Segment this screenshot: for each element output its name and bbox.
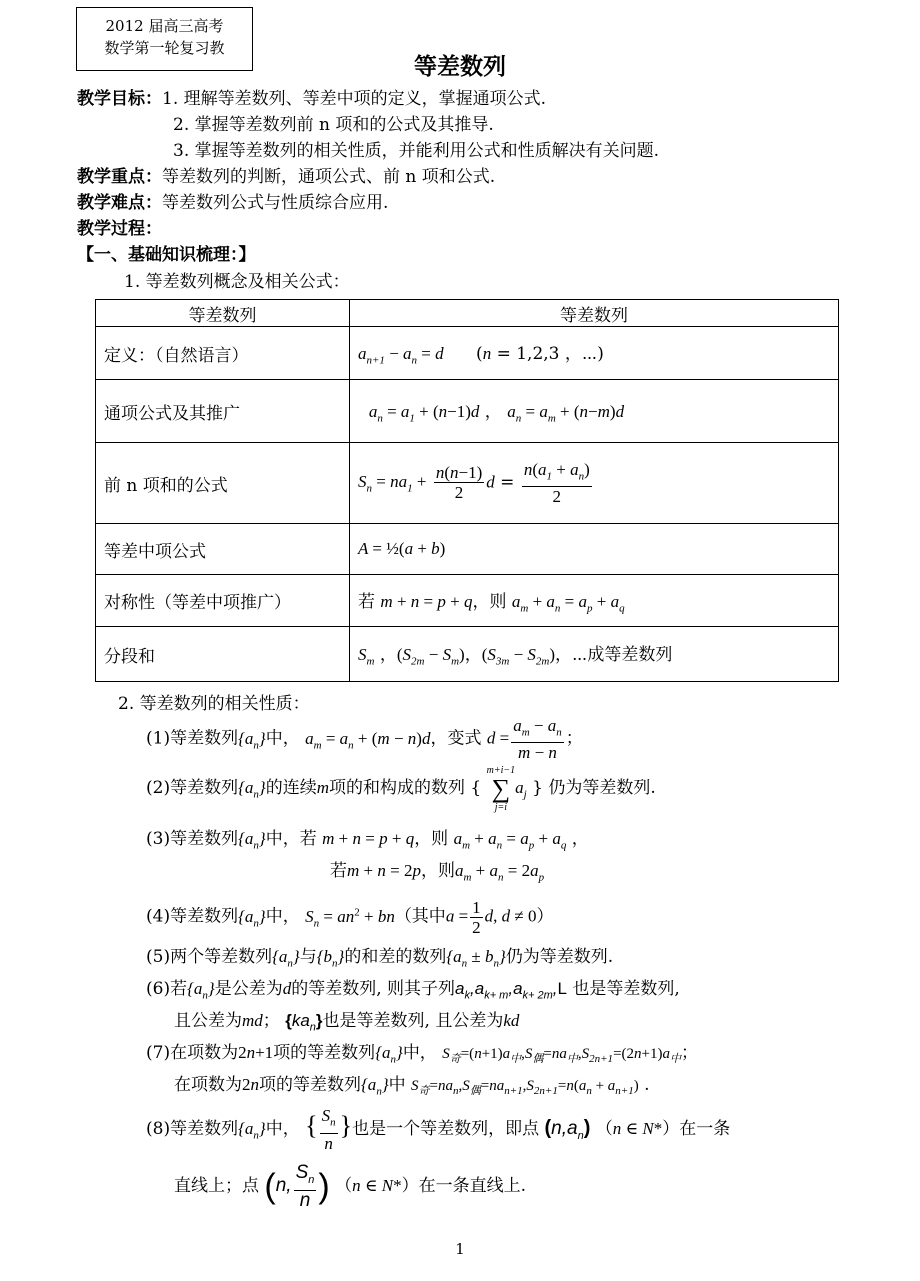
property-text: 项的等差数列 bbox=[259, 1075, 361, 1095]
property-2: (2)等差数列$\{a_n\}$的连续m项的和构成的数列 { m+i−1 ∑ j=i $a_j$ } 仍为等差数列. bbox=[146, 764, 656, 813]
difficulty-text: 等差数列公式与性质综合应用. bbox=[162, 193, 389, 213]
property-6: (6)若$\{a_n\}$是公差为d的等差数列, 则其子列$a_k,a_{k+ m},a_{k+ 2m},L$ 也是等差数列, bbox=[146, 979, 680, 1002]
property-number: (4) bbox=[146, 906, 171, 927]
property-text: 中， bbox=[402, 1043, 437, 1063]
formula-middle-term: A = ½(a + b) bbox=[350, 524, 839, 575]
row-label: 定义：（自然语言） bbox=[96, 327, 350, 380]
property-text: 且公差为 bbox=[174, 1011, 242, 1031]
sub-odd: 奇 bbox=[449, 1053, 461, 1065]
page-number: 1 bbox=[455, 1240, 465, 1258]
property-text: 在项数为 bbox=[170, 1043, 239, 1063]
table-header-row bbox=[96, 300, 839, 327]
formula-general-term: $a_n = a_1 + (n-1)d$ ， $a_n = a_m + (n-m)d$ bbox=[350, 380, 839, 443]
property-text: 等差数列 bbox=[170, 906, 239, 927]
property-8: (8)等差数列$\{a_n\}$中， { $\frac{S_n}{n}$ }也是一个等差数列，即点 $(n,a_n)$ （n ∈ N*）在一条 bbox=[146, 1106, 731, 1153]
property-number: (8) bbox=[146, 1119, 171, 1139]
header-line-1: 2012 届高三高考 bbox=[105, 17, 224, 35]
property-text: 在项数为 bbox=[174, 1075, 242, 1095]
property-text: 等差数列 bbox=[170, 829, 239, 849]
property-text: 在一条直线上. bbox=[418, 1176, 526, 1196]
property-3: (3)等差数列$\{a_n\}$中，若 m + n = p + q，则 $a_m + a_n = a_p + a_q$ ， bbox=[146, 829, 589, 852]
property-4: (4)等差数列$\{a_n\}$中， $S_n = an^2 + bn$（其中a = $\frac{1}{2}$ d, d ≠ 0） bbox=[146, 897, 554, 937]
property-text: 直线上；点 bbox=[174, 1176, 259, 1196]
formula-table bbox=[95, 299, 839, 682]
property-3-line-2: 若m + n = 2p，则$a_m + a_n = 2a_p$ bbox=[330, 861, 545, 884]
sub-mid: 中 bbox=[670, 1053, 681, 1065]
property-text: 中 bbox=[388, 1075, 406, 1095]
page-title: 等差数列 bbox=[414, 53, 506, 80]
formula-segment-sum: $S_m$ ，$(S_{2m} - S_m)$，$(S_{3m} - S_{2m})$，⋯成等差数列 bbox=[350, 627, 839, 682]
sub-mid: 中 bbox=[566, 1053, 578, 1065]
row-label: 等差中项公式 bbox=[96, 524, 350, 575]
property-8-line-2: 直线上；点 (n, $\frac{S_n}{n}$ ) （n ∈ N*）在一条直线上. bbox=[174, 1162, 526, 1211]
formula-symmetry: 若 m + n = p + q，则 $a_m + a_n = a_p + a_q$ bbox=[350, 575, 839, 627]
process-label: 教学过程： bbox=[77, 219, 162, 239]
row-label: 通项公式及其推广 bbox=[96, 380, 350, 443]
property-number: (7) bbox=[146, 1043, 171, 1063]
property-text: 等差数列 bbox=[170, 728, 239, 749]
property-5: (5)两个等差数列$\{a_n\}$与$\{b_n\}$的和差的数列$\{a_n \pm b_n\}$仍为等差数列. bbox=[146, 947, 614, 970]
property-text: 若 bbox=[330, 861, 347, 881]
objectives-label: 教学目标： bbox=[77, 89, 162, 109]
property-7: (7)在项数为2n+1项的等差数列$\{a_n\}$中， $S_奇=(n+1)a_中,S_偶=na_中,S_{2n+1}=(2n+1)a_中$； bbox=[146, 1043, 698, 1066]
property-text: 也是等差数列, bbox=[572, 979, 680, 999]
property-text: } 仍为等差数列. bbox=[532, 778, 656, 798]
sub-mid: 中 bbox=[510, 1053, 522, 1065]
difficulty-row bbox=[77, 188, 388, 213]
sub-odd: 奇 bbox=[418, 1085, 430, 1097]
property-text: 与 bbox=[299, 947, 317, 967]
property-text: ） bbox=[536, 906, 554, 927]
focus-text: 等差数列的判断，通项公式、前 n 项和公式. bbox=[162, 167, 496, 187]
property-number: (1) bbox=[146, 728, 171, 749]
difficulty-label: 教学难点： bbox=[77, 193, 162, 213]
property-text: 仍为等差数列. bbox=[505, 947, 614, 967]
property-text: 项的等差数列 bbox=[273, 1043, 376, 1063]
table-header-2: 等差数列 bbox=[350, 300, 839, 327]
property-6-line-2: 且公差为md； $\{ka_n\}$也是等差数列, 且公差为kd bbox=[174, 1011, 520, 1034]
property-text: 的连续 bbox=[265, 778, 317, 798]
property-1: (1)等差数列$\{a_n\}$中， $a_m = a_n + (m - n)d$，变式 d = $\frac{a_m - a_n}{m - n}$ ； bbox=[146, 716, 583, 763]
table-row-middle-term bbox=[96, 524, 839, 575]
table-row-segment-sum bbox=[96, 627, 839, 682]
formula-sum: $S_n = na_1$ + $\frac{n(n-1)}{2}$ d = $\frac{n(a_1 + a_n)}{2}$ bbox=[350, 443, 839, 524]
sub-even: 偶 bbox=[532, 1053, 544, 1065]
property-text: 项的和构成的数列 { bbox=[329, 778, 482, 798]
property-text: ，变式 bbox=[430, 728, 482, 749]
property-text: 中， bbox=[265, 728, 300, 749]
property-text: 等差数列 bbox=[170, 778, 239, 798]
property-text: 在一条 bbox=[679, 1119, 731, 1139]
property-text: ，则 bbox=[414, 829, 449, 849]
property-text: 中，若 bbox=[265, 829, 317, 849]
property-text: 若 bbox=[170, 979, 188, 999]
property-text: 也是等差数列, 且公差为 bbox=[322, 1011, 504, 1031]
header-line-2: 数学第一轮复习教 bbox=[104, 39, 225, 57]
section1-subheading: 1. 等差数列概念及相关公式： bbox=[124, 272, 350, 292]
property-text: 是公差为 bbox=[214, 979, 283, 999]
objective-3: 3. 掌握等差数列的相关性质，并能利用公式和性质解决有关问题. bbox=[173, 141, 660, 161]
sub-even: 偶 bbox=[469, 1085, 481, 1097]
property-text: 等差数列 bbox=[170, 1119, 239, 1139]
focus-label: 教学重点： bbox=[77, 167, 162, 187]
table-header-1: 等差数列 bbox=[96, 300, 350, 327]
property-text: ； bbox=[262, 1011, 280, 1031]
table-row-definition bbox=[96, 327, 839, 380]
property-number: (6) bbox=[146, 979, 171, 999]
section1-heading: 【一、基础知识梳理：】 bbox=[77, 245, 256, 265]
property-text: 中， bbox=[265, 906, 300, 927]
row-label: 对称性（等差中项推广） bbox=[96, 575, 350, 627]
row-label: 前 n 项和的公式 bbox=[96, 443, 350, 524]
property-text: （其中 bbox=[394, 906, 446, 927]
property-text: 中， bbox=[265, 1119, 300, 1139]
table-row-symmetry bbox=[96, 575, 839, 627]
focus-row bbox=[77, 162, 495, 187]
property-text: 两个等差数列 bbox=[170, 947, 273, 967]
property-7-line-2: 在项数为2n项的等差数列$\{a_n\}$中 $S_奇=na_n,S_偶=na_{n+1},S_{2n+1}=n(a_n + a_{n+1})$ . bbox=[174, 1075, 650, 1098]
property-number: (3) bbox=[146, 829, 171, 849]
table-row-general-term bbox=[96, 380, 839, 443]
property-text: 也是一个等差数列，即点 bbox=[352, 1119, 540, 1139]
property-text: 的等差数列, 则其子列 bbox=[291, 979, 456, 999]
property-text: ，则 bbox=[420, 861, 455, 881]
objective-2: 2. 掌握等差数列前 n 项和的公式及其推导. bbox=[173, 115, 494, 135]
property-number: (5) bbox=[146, 947, 171, 967]
section2-heading: 2. 等差数列的相关性质： bbox=[118, 694, 310, 714]
property-text: 的和差的数列 bbox=[344, 947, 447, 967]
table-row-sum bbox=[96, 443, 839, 524]
objective-1: 1. 理解等差数列、等差中项的定义，掌握通项公式. bbox=[162, 89, 547, 109]
objectives-row-1 bbox=[77, 84, 546, 109]
row-label: 分段和 bbox=[96, 627, 350, 682]
formula-definition: $a_{n+1} - a_n = d$ (n = 1,2,3 ，⋯) bbox=[350, 327, 839, 380]
property-number: (2) bbox=[146, 778, 171, 798]
